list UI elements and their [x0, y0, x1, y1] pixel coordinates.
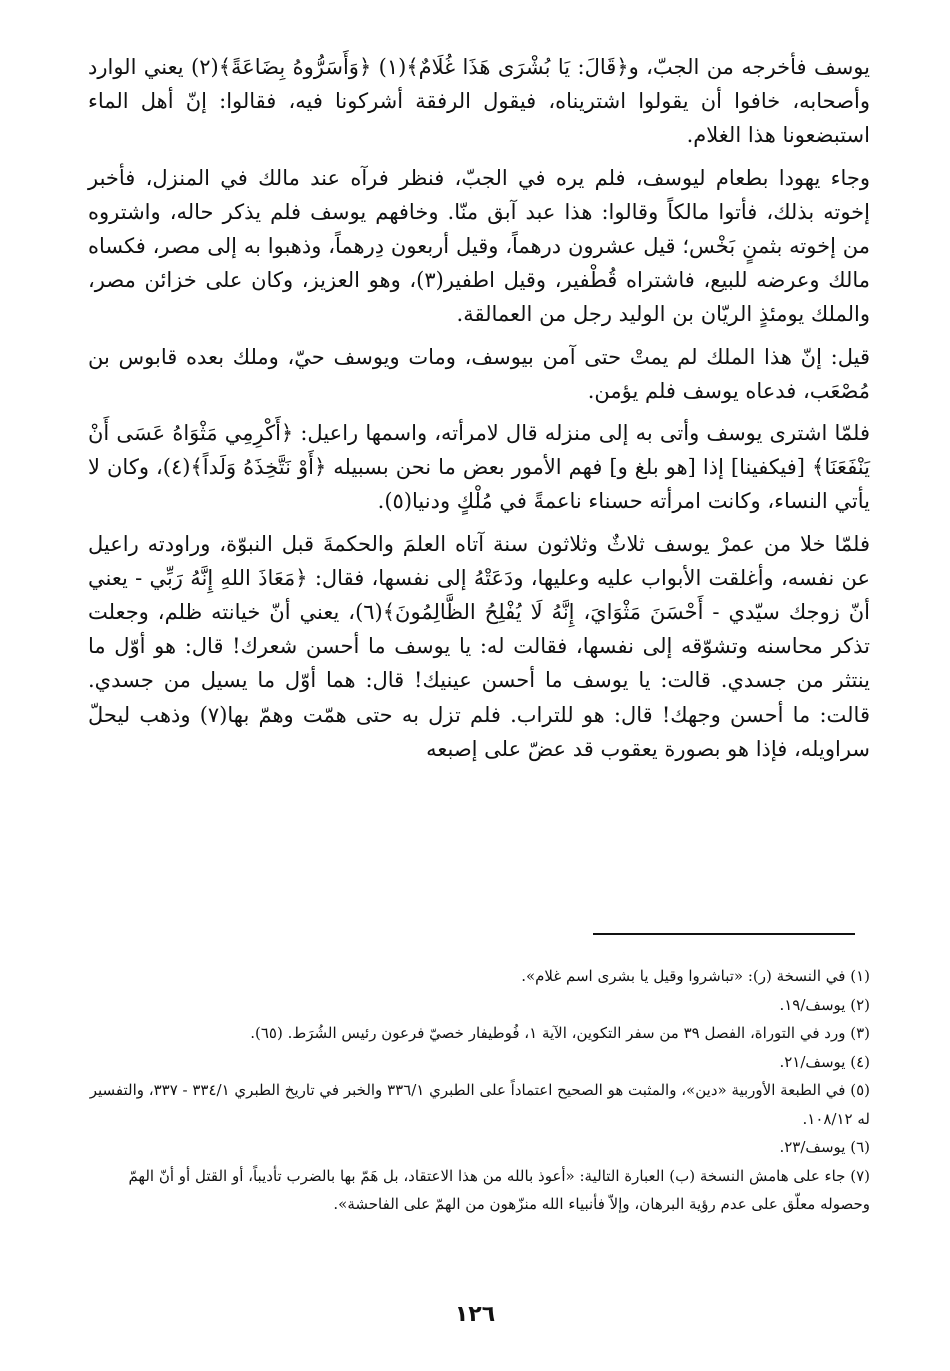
- footnote-7: (٧) جاء على هامش النسخة (ب) العبارة التالية: «أعوذ بالله من هذا الاعتقاد، بل هَمّ بها بالضرب تأديباً، أو القتل أو أنّ الهمّ وحصوله معلّق على عدم رؤية البرهان، وإلاّ فأنبياء الله منزّهون من الهمّ على الفاحشة».: [128, 1166, 870, 1213]
- footnote-1: (١) في النسخة (ر): «تباشروا وقيل يا بشرى اسم غلام».: [521, 967, 870, 985]
- paragraph: فلمّا اشترى يوسف وأتى به إلى منزله قال لامرأته، واسمها راعيل: ﴿أَكْرِمِي مَثْوَاهُ عَسَى أَنْ يَنْفَعَنَا﴾ [فيكفينا] إذا [هو بلغ و] فهم الأمور بعض ما نحن بسبيله ﴿أَوْ نَتَّخِذَهُ وَلَداً﴾(٤)، وكان لا يأتي النساء، وكانت امرأته حسناء ناعمةً في مُلْكٍ ودنيا(٥).: [88, 421, 870, 514]
- paragraph: يوسف فأخرجه من الجبّ، و﴿قَالَ: يَا بُشْرَى هَذَا غُلَامٌ﴾(١) ﴿وَأَسَرُّوهُ بِضَاعَةً﴾(٢) يعني الوارد وأصحابه، خافوا أن يقولوا اشتريناه، فيقول الرفقة أشركونا فيه، فقالوا: إنّ أهل الماء استبضعونا هذا الغلام.: [88, 55, 870, 148]
- footnote-4: (٤) يوسف/٢١.: [779, 1052, 870, 1071]
- footnote-6: (٦) يوسف/٢٣.: [779, 1138, 870, 1156]
- page-number: ١٢٦: [454, 1302, 496, 1327]
- footnote-2: (٢) يوسف/١٩.: [779, 995, 870, 1014]
- paragraph: قيل: إنّ هذا الملك لم يمتْ حتى آمن بيوسف، ومات ويوسف حيّ، وملك بعده قابوس بن مُصْعَب، فدعاه يوسف فلم يؤمن.: [88, 344, 870, 403]
- footnote-3: (٣) ورد في التوراة، الفصل ٣٩ من سفر التكوين، الآية ١، فُوطيفار خصيّ فرعون رئيس الشُرَط. (٦٥).: [250, 1024, 870, 1042]
- footnote-5: (٥) في الطبعة الأوربية «دين»، والمثبت هو الصحيح اعتماداً على الطبري ٣٣٦/١ والخبر في تاريخ الطبري ٣٣٤/١ - ٣٣٧، والتفسير له ١٠٨/١٢.: [89, 1081, 870, 1128]
- main-text: [88, 50, 870, 774]
- paragraph: فلمّا خلا من عمرْ يوسف ثلاثٌ وثلاثون سنة آتاه العلمَ والحكمةَ قبل النبوّة، وراودته راعيل عن نفسه، وأغلقت الأبواب عليه وعليها، ودَعَتْهُ إلى نفسها، فقال: ﴿مَعَاذَ اللهِ إِنَّهُ رَبِّي - يعني أنّ زوجك سيّدي - أَحْسَنَ مَثْوَايَ، إِنَّهُ لَا يُفْلِحُ الظَّالِمُونَ﴾(٦)، يعني أنّ خيانته ظلم، وجعلت تذكر محاسنه وتشوّقه إلى نفسها، فقالت له: يا يوسف ما أحسن شعرك! قال: هو أوّل ما ينتثر من جسدي. قالت: يا يوسف ما أحسن عينيك! قال: هما أوّل ما يسيل من جسدي. قالت: ما أحسن وجهك! قال: هو للتراب. فلم تزل به حتى همّت وهمّ بها(٧) وذهب ليحلّ سراويله، فإذا هو بصورة يعقوب قد عضّ على إصبعه: [88, 531, 870, 761]
- footnote-divider: [593, 933, 855, 935]
- paragraph: وجاء يهودا بطعام ليوسف، فلم يره في الجبّ، فنظر فرآه عند مالك في المنزل، فأخبر إخوته بذلك، فأتوا مالكاً وقالوا: هذا عبد آبق منّا. وخافهم يوسف فلم يذكر حاله، واشتروه من إخوته بثمنٍ بَخْس؛ قيل عشرون درهماً، وقيل أربعون دِرهماً، وذهبوا به إلى مصر، فكساه مالك وعرضه للبيع، فاشتراه قُطْفير، وقيل اطفير(٣)، وهو العزيز، وكان على خزائن مصر، والملك يومئذٍ الريّان بن الوليد رجل من العمالقة.: [88, 165, 870, 327]
- footnotes: [80, 962, 870, 1219]
